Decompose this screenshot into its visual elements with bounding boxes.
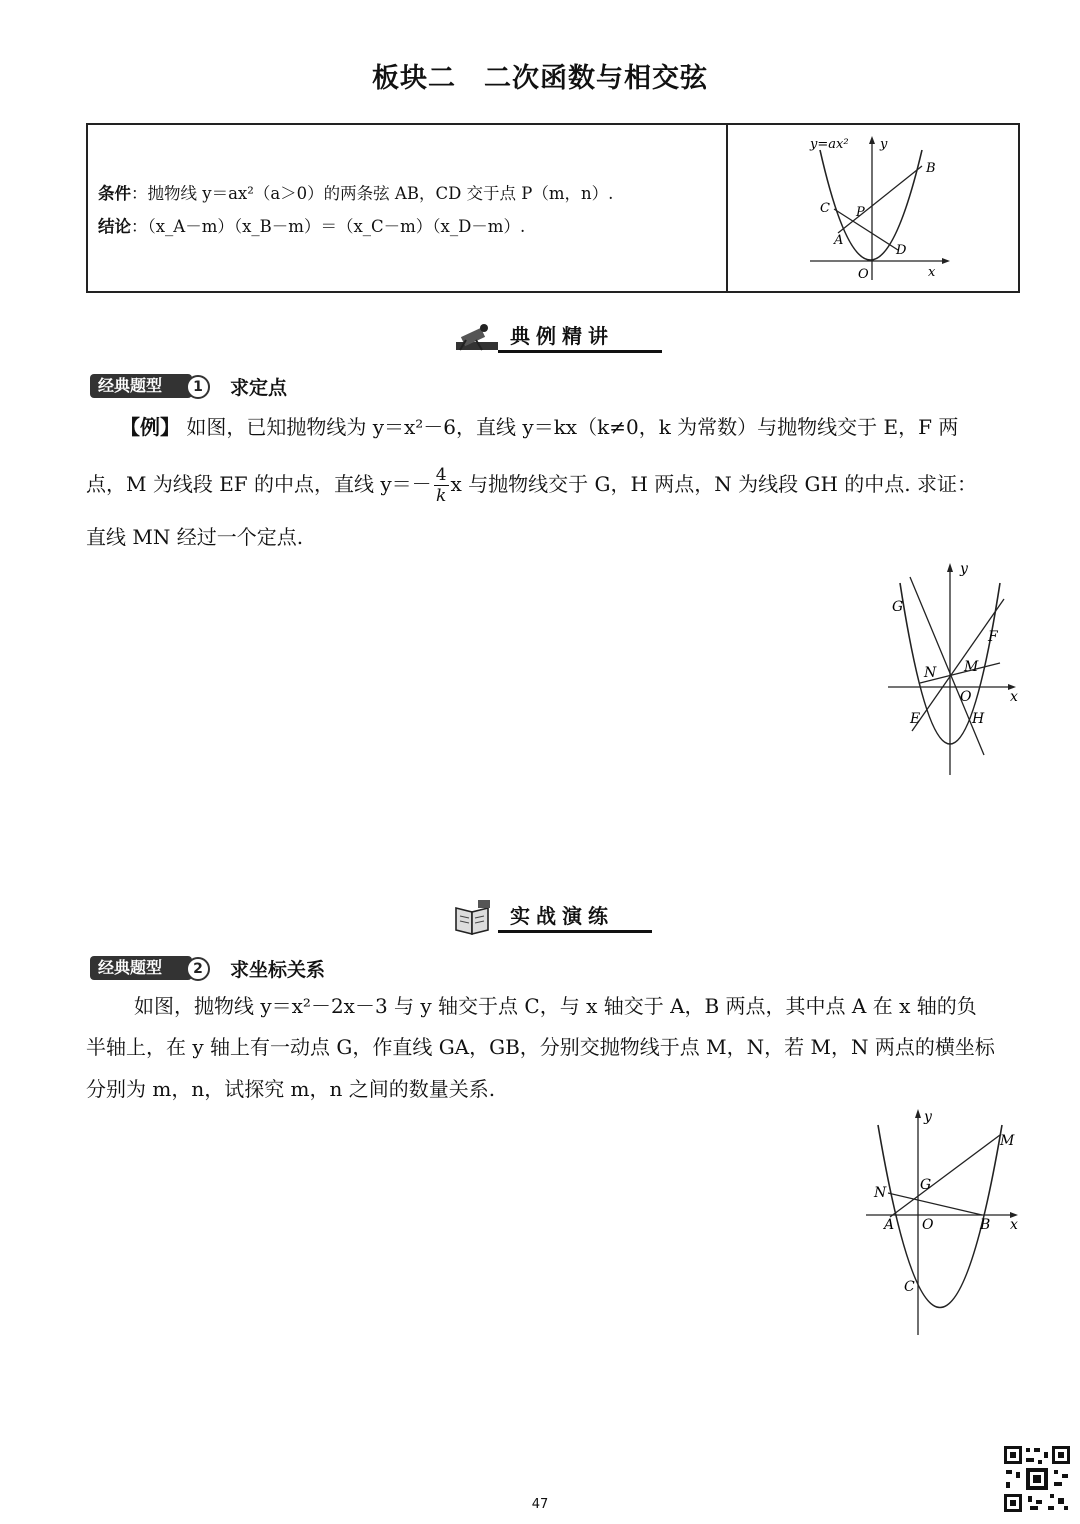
condition-line [98,180,613,204]
example-text-2b: x 与抛物线交于 G，H 两点，N 为线段 GH 的中点. 求证： [450,472,977,496]
fig3-point-G: G [920,1177,932,1193]
practice-line-1: 如图，抛物线 y＝x²－2x－3 与 y 轴交于点 C，与 x 轴交于 A，B 两点，其中点 A 在 x 轴的负 [134,994,977,1018]
fig3-point-B: B [980,1217,991,1233]
fraction-numerator: 4 [435,465,447,485]
fig3-y-label: y [924,1109,932,1125]
banner-underline [498,350,662,353]
question-type-1 [90,373,390,401]
example-line-1 [120,410,958,444]
page-number: 47 [531,1497,549,1512]
fig2-point-E: E [910,711,921,727]
example-line-3: 直线 MN 经过一个定点. [86,525,304,549]
book-icon [452,898,496,936]
fig2-point-H: H [972,711,985,727]
fig2-y-label: y [960,561,968,577]
theorem-box-divider [726,123,728,293]
section-heading-practice: 实战演练 [510,904,614,928]
fig1-point-D: D [896,243,907,258]
fig1-point-A: A [834,233,844,248]
question-type-badge: 经典题型 [90,956,192,980]
fig2-point-G: G [892,599,904,615]
fig2-origin-label: O [960,689,972,705]
page-title: 板块二 二次函数与相交弦 [372,63,708,94]
curve-label: y=ax² [810,137,849,152]
fig3-x-label: x [1010,1217,1018,1233]
conclusion-label: 结论 [98,217,131,236]
section-heading-examples: 典例精讲 [510,324,614,348]
fig2-x-label: x [1010,689,1018,705]
fig3-point-M: M [1000,1133,1015,1149]
fig1-point-C: C [820,201,830,216]
fraction-denominator: k [435,486,447,506]
fig1-x-label: x [928,265,936,280]
question-type-title: 求定点 [230,377,288,399]
fig2-point-N: N [924,665,937,681]
figure-parabola-chords [800,130,960,285]
figure-parabola-midpoints [880,555,1030,780]
example-text-1: 如图，已知抛物线为 y＝x²－6，直线 y＝kx（k≠0，k 为常数）与抛物线交于 E，F 两 [186,415,959,439]
figure-parabola-lines [860,1105,1030,1340]
question-type-number: 1 [186,375,210,399]
question-type-number: 2 [186,957,210,981]
fig1-point-P: P [856,205,865,220]
fig3-point-A: A [884,1217,895,1233]
fig3-point-N: N [874,1185,887,1201]
question-type-2 [90,955,410,983]
example-tag: 【例】 [120,415,180,439]
practice-line-2: 半轴上，在 y 轴上有一动点 G，作直线 GA，GB，分别交抛物线于点 M，N，若 M，N 两点的横坐标 [86,1035,995,1059]
practice-line-3: 分别为 m，n，试探究 m，n 之间的数量关系. [86,1077,496,1101]
condition-label: 条件 [98,184,131,203]
telescope-icon [452,318,504,354]
fig2-point-F: F [988,629,998,645]
banner-underline [498,930,652,933]
fraction [434,465,449,506]
fig1-y-label: y [880,137,888,152]
conclusion-line [98,213,525,237]
conclusion-text: ：（x_A－m）（x_B－m）＝（x_C－m）（x_D－m）. [131,217,526,236]
fig3-point-C: C [904,1279,915,1295]
condition-text: ：抛物线 y＝ax²（a＞0）的两条弦 AB，CD 交于点 P（m，n）. [131,184,614,203]
fig3-origin-label: O [922,1217,934,1233]
example-text-2a: 点，M 为线段 EF 的中点，直线 y＝－ [86,472,432,496]
example-line-2 [86,465,977,506]
fig1-point-B: B [926,161,936,176]
question-type-badge: 经典题型 [90,374,192,398]
section-banner-examples [452,318,662,358]
question-type-title: 求坐标关系 [230,959,326,981]
fig1-origin-label: O [858,267,869,282]
fig2-point-M: M [964,659,979,675]
section-banner-practice [452,898,662,938]
